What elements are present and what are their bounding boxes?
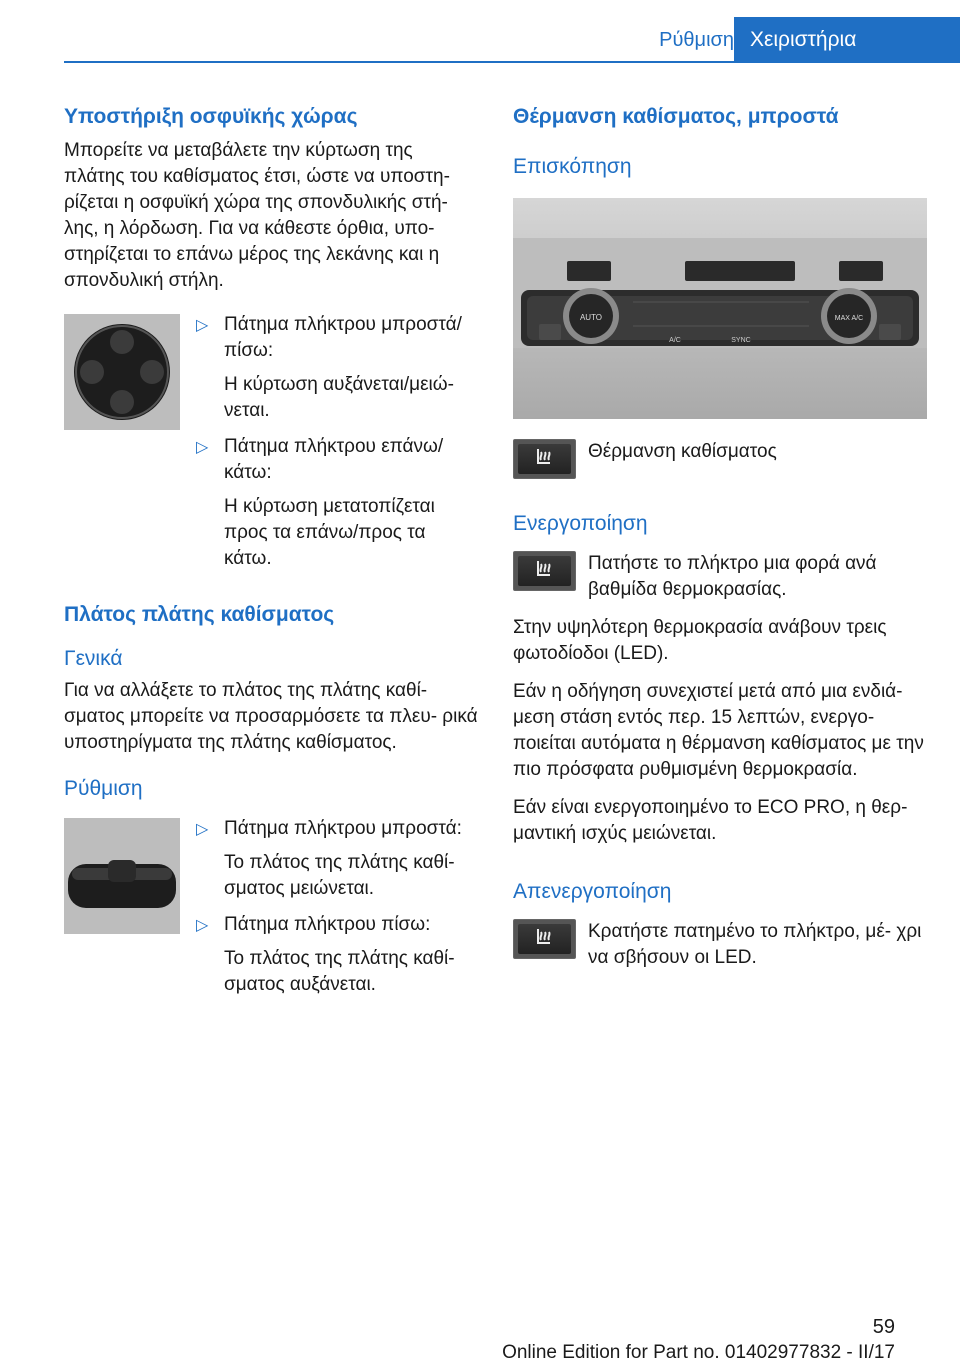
right-column (513, 100, 927, 971)
auto-label: AUTO (579, 313, 603, 322)
deactivation-step-row (513, 919, 927, 971)
activation-paragraph-3: Εάν είναι ενεργοποιημένο το ECO PRO, η θερ‐ μαντική ισχύς μειώνεται. (513, 797, 908, 844)
activation-heading: Ενεργοποίηση (513, 512, 648, 535)
header-section: Ρύθμιση (659, 29, 734, 51)
page-header (0, 17, 960, 61)
width-switch-image (64, 818, 180, 934)
seat-heating-button-icon (513, 439, 576, 479)
ac-label: A/C (669, 337, 681, 344)
seat-heating-button-icon (513, 551, 576, 591)
activation-paragraph-1: Στην υψηλότερη θερμοκρασία ανάβουν τρεις φωτοδίοδοι (LED). (513, 617, 887, 664)
deactivation-heading: Απενεργοποίηση (513, 880, 672, 903)
seat-heating-button-icon (513, 919, 576, 959)
lumbar-steps (192, 312, 478, 572)
bullet-triangle-icon: ▷ (196, 821, 209, 838)
width-instruction-block (64, 818, 478, 998)
width-steps (192, 816, 478, 998)
overview-heading: Επισκόπηση (513, 155, 632, 178)
sync-label: SYNC (731, 337, 751, 344)
width-setting-heading: Ρύθμιση (64, 777, 143, 800)
overview-caption-row (513, 439, 927, 479)
lumbar-switch-image (64, 314, 180, 430)
width-switch-illustration (64, 818, 180, 934)
width-general-heading: Γενικά (64, 647, 123, 670)
max-ac-label: MAX A/C (834, 315, 864, 322)
edition-note: Online Edition for Part no. 01402977832 - II/17 (502, 1342, 895, 1363)
climate-panel-image (513, 198, 927, 419)
activation-step-row (513, 551, 927, 603)
width-heading: Πλάτος πλάτης καθίσματος (64, 603, 335, 626)
bullet-triangle-icon: ▷ (196, 917, 209, 934)
lumbar-switch-illustration (64, 314, 180, 430)
activation-step: Πατήστε το πλήκτρο μια φορά ανά βαθμίδα θερμοκρασίας. (588, 553, 877, 600)
lumbar-instruction-block (64, 314, 478, 572)
width-step-1: ▷ Πάτημα πλήκτρου μπροστά: Το πλάτος της πλάτης καθί‐ σματος μειώνεται. (196, 818, 462, 899)
bullet-triangle-icon: ▷ (196, 439, 209, 456)
activation-paragraph-2: Εάν η οδήγηση συνεχιστεί μετά από μια ενδιά‐ μεση στάση εντός περ. 15 λεπτών, ενεργο‐ ποιείται αυτόματα η θέρμανση καθίσματος με την πιο πρόσφατα ρυθμισμένη θερμοκρασία. (513, 681, 924, 780)
lumbar-body: Μπορείτε να μεταβάλετε την κύρτωση της πλάτης του καθίσματος έτσι, ώστε να υποστη‐ ρίζεται η οσφυϊκή χώρα της σπονδυλικής στή‐ λης, η λόρδωση. Για να κάθεστε όρθια, υπο‐ στηρίζεται το επάνω μέρος της λεκάνης και η σπονδυλική στήλη. (64, 140, 450, 291)
climate-panel-illustration (513, 198, 927, 419)
header-rule (64, 61, 960, 63)
page-number: 59 (872, 1316, 895, 1338)
header-chapter-tab: Χειριστήρια (734, 17, 960, 61)
bullet-triangle-icon: ▷ (196, 317, 209, 334)
overview-caption: Θέρμανση καθίσματος (588, 441, 777, 462)
lumbar-step-2: ▷ Πάτημα πλήκτρου επάνω/ κάτω: Η κύρτωση μετατοπίζεται προς τα επάνω/προς τα κάτω. (196, 436, 444, 569)
width-step-2: ▷ Πάτημα πλήκτρου πίσω: Το πλάτος της πλάτης καθί‐ σματος αυξάνεται. (196, 914, 455, 995)
left-column (64, 100, 478, 998)
seat-heating-heading: Θέρμανση καθίσματος, μπροστά (513, 105, 839, 128)
width-general-body: Για να αλλάξετε το πλάτος της πλάτης καθί‐ σματος μπορείτε να προσαρμόσετε τα πλευ‐ ρικά υποστηρίγματα της πλάτης καθίσματος. (64, 680, 478, 753)
lumbar-heading: Υποστήριξη οσφυϊκής χώρας (64, 105, 358, 128)
deactivation-step: Κρατήστε πατημένο το πλήκτρο, μέ‐ χρι να σβήσουν οι LED. (588, 921, 922, 968)
lumbar-step-1: ▷ Πάτημα πλήκτρου μπροστά/ πίσω: Η κύρτωση αυξάνεται/μειώ‐ νεται. (196, 314, 462, 421)
